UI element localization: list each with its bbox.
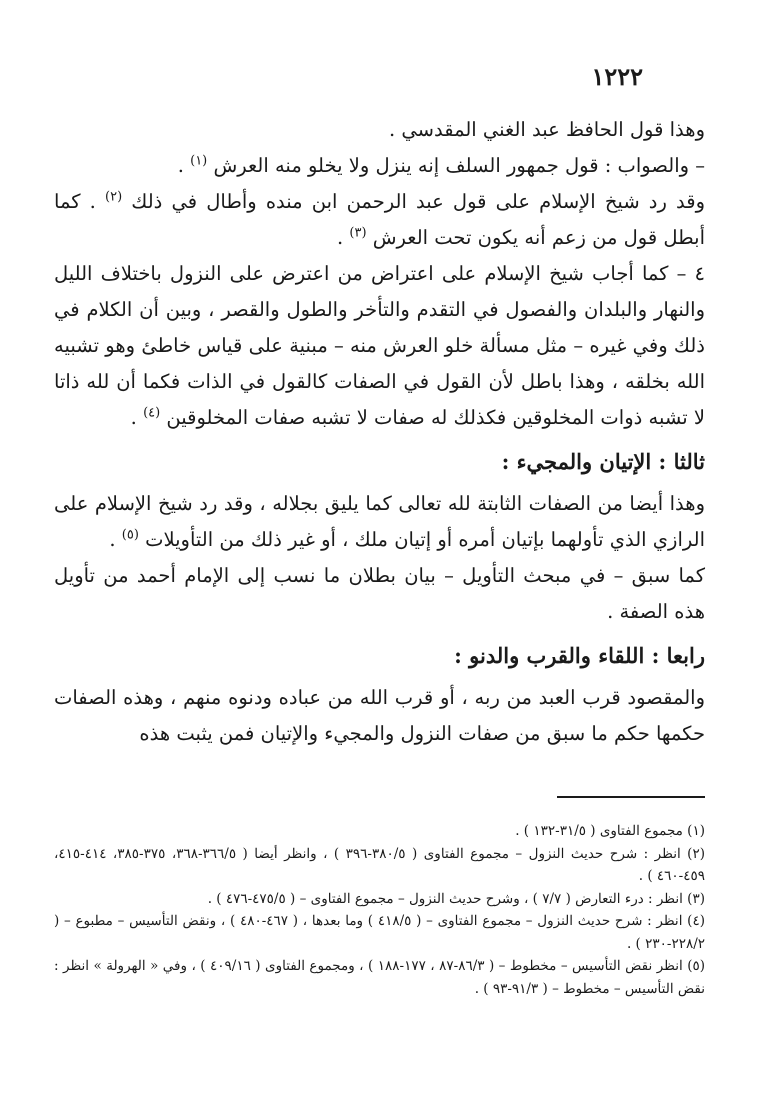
paragraph-3 (54, 184, 705, 256)
paragraph-6: كما سبق – في مبحث التأويل – بيان بطلان ما نسب إلى الإمام أحمد من تأويل هذه الصفة . (54, 564, 705, 623)
footnote-divider (557, 796, 705, 798)
footnote-2: (٢) انظر : شرح حديث النزول – مجموع الفتاوى ( ٣٨٠/٥-٣٩٦ ) ، وانظر أيضا ( ٣٦٦/٥-٣٦٨، ٣٧٥-٣٨٥، ٤١٤-٤١٥، ٤٥٩-٤٦٠ ) . (54, 845, 705, 884)
paragraph-1: وهذا قول الحافظ عبد الغني المقدسي . (388, 118, 705, 141)
paragraph-2-text: – والصواب : قول جمهور السلف إنه ينزل ولا يخلو منه العرش (213, 154, 705, 177)
paragraph-3-end: . (336, 226, 350, 249)
main-text (54, 112, 705, 752)
paragraph-4-text: ٤ – كما أجاب شيخ الإسلام على اعتراض من اعترض على النزول باختلاف الليل والنهار والبلدان والفصول في التقدم والتأخر والطول والقصر ، وبين أن الكلام في ذلك وفي غيره – مثل مسألة خلو العرش منه – مبنية على قياس خاطئ وهو تشبيه الله بخلقه ، وهذا باطل لأن القول في الصفات كالقول في الذات فكما أن لله ذاتا لا تشبه ذوات المخلوقين فكذلك له صفات لا تشبه صفات المخلوقين (54, 262, 705, 429)
footnotes (54, 820, 705, 1000)
footnote-ref-5: (٥) (121, 527, 139, 543)
section-heading-4: رابعا : اللقاء والقرب والدنو : (454, 643, 705, 668)
footnote-3: (٣) انظر : درء التعارض ( ٧/٧ ) ، وشرح حديث النزول – مجموع الفتاوى – ( ٤٧٥/٥-٤٧٦ ) . (207, 890, 705, 907)
paragraph-3-part-b: . كما أبطل قول من زعم أنه يكون تحت العرش (54, 190, 705, 249)
paragraph-4-end: . (130, 406, 144, 429)
paragraph-5-end: . (109, 528, 122, 551)
paragraph-5-text: وهذا أيضا من الصفات الثابتة لله تعالى كما يليق بجلاله ، وقد رد شيخ الإسلام على الرازي الذي تأولهما بإتيان أمره أو إتيان ملك ، أو غير ذلك من التأويلات (54, 492, 705, 551)
paragraph-2 (54, 148, 705, 184)
paragraph-3-part-a: وقد رد شيخ الإسلام على قول عبد الرحمن ابن منده وأطال في ذلك (131, 190, 706, 213)
paragraph-2-end: . (177, 154, 191, 177)
footnote-4: (٤) انظر : شرح حديث النزول – مجموع الفتاوى – ( ٤١٨/٥ ) وما بعدها ، ( ٤٦٧-٤٨٠ ) ، ونقض التأسيس – مطبوع – ( ٢٢٨/٢-٢٣٠ ) . (54, 913, 705, 952)
paragraph-7: والمقصود قرب العبد من ربه ، أو قرب الله من عباده ودنوه منهم ، وهذه الصفات حكمها حكم ما سبق من صفات النزول والمجيء والإتيان فمن يثبت هذه (54, 686, 705, 745)
footnote-ref-3: (٣) (349, 225, 367, 241)
section-heading-3: ثالثا : الإتيان والمجيء : (501, 449, 705, 474)
page-number: ١٢٢٢ (591, 62, 643, 91)
footnote-ref-4: (٤) (143, 405, 161, 421)
paragraph-4 (54, 256, 705, 436)
paragraph-5 (54, 486, 705, 558)
footnote-1: (١) مجموع الفتاوى ( ٣١/٥-١٣٢ ) . (515, 823, 705, 839)
footnote-ref-2: (٢) (105, 189, 123, 205)
footnote-5: (٥) انظر نقض التأسيس – مخطوط – ( ٨٦/٣-٨٧ ، ١٧٧-١٨٨ ) ، ومجموع الفتاوى ( ٤٠٩/١٦ ) ، وفي « الهرولة » انظر : نقض التأسيس – مخطوط – ( ٩١/٣-٩٣ ) . (54, 958, 706, 997)
footnote-ref-1: (١) (190, 153, 208, 169)
